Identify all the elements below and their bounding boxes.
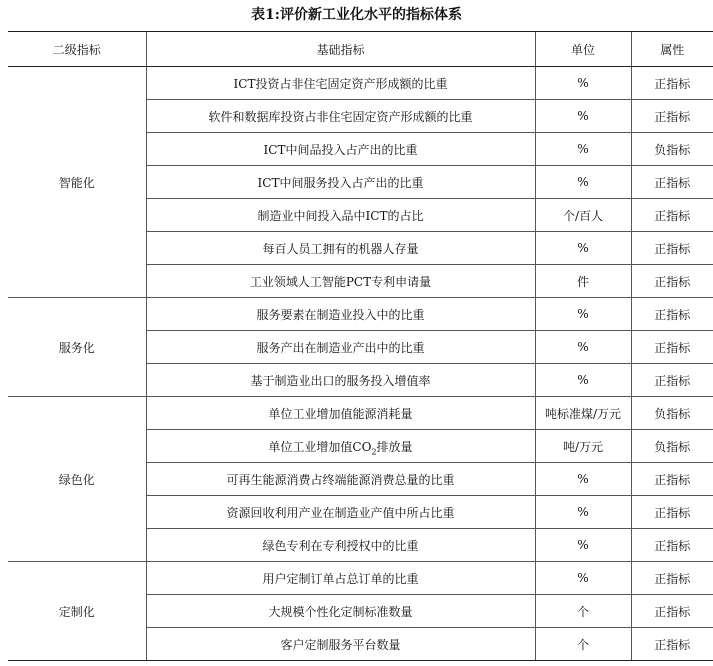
unit-cell: % <box>535 331 631 364</box>
unit-cell: % <box>535 67 631 100</box>
unit-cell: % <box>535 298 631 331</box>
indicator-cell: 单位工业增加值能源消耗量 <box>146 397 535 430</box>
attribute-cell: 负指标 <box>631 133 713 166</box>
table-body <box>8 67 713 661</box>
attribute-cell: 正指标 <box>631 595 713 628</box>
indicator-cell: 可再生能源消费占终端能源消费总量的比重 <box>146 463 535 496</box>
unit-cell: % <box>535 100 631 133</box>
unit-cell: % <box>535 133 631 166</box>
attribute-cell: 正指标 <box>631 232 713 265</box>
category-cell: 绿色化 <box>8 397 146 562</box>
indicator-cell: ICT中间品投入占产出的比重 <box>146 133 535 166</box>
unit-cell: % <box>535 496 631 529</box>
indicator-cell: ICT中间服务投入占产出的比重 <box>146 166 535 199</box>
table-row <box>8 298 713 331</box>
header-indicator: 基础指标 <box>146 32 535 67</box>
attribute-cell: 正指标 <box>631 199 713 232</box>
unit-cell: % <box>535 463 631 496</box>
attribute-cell: 正指标 <box>631 265 713 298</box>
indicator-cell: 服务产出在制造业产出中的比重 <box>146 331 535 364</box>
table-row <box>8 67 713 100</box>
unit-cell: % <box>535 232 631 265</box>
header-row <box>8 32 713 67</box>
table-row <box>8 397 713 430</box>
attribute-cell: 正指标 <box>631 562 713 595</box>
attribute-cell: 正指标 <box>631 67 713 100</box>
category-cell: 服务化 <box>8 298 146 397</box>
indicator-cell: ICT投资占非住宅固定资产形成额的比重 <box>146 67 535 100</box>
attribute-cell: 正指标 <box>631 166 713 199</box>
indicator-table <box>8 31 713 661</box>
attribute-cell: 正指标 <box>631 364 713 397</box>
category-cell: 智能化 <box>8 67 146 298</box>
attribute-cell: 正指标 <box>631 298 713 331</box>
attribute-cell: 负指标 <box>631 430 713 463</box>
unit-cell: % <box>535 166 631 199</box>
table-title: 表1:评价新工业化水平的指标体系 <box>251 7 462 23</box>
category-cell: 定制化 <box>8 562 146 661</box>
indicator-cell: 单位工业增加值$CO_2$排放量 <box>146 430 535 463</box>
unit-cell: 吨/万元 <box>535 430 631 463</box>
attribute-cell: 正指标 <box>631 529 713 562</box>
attribute-cell: 负指标 <box>631 397 713 430</box>
indicator-cell: 软件和数据库投资占非住宅固定资产形成额的比重 <box>146 100 535 133</box>
unit-cell: 个 <box>535 628 631 661</box>
attribute-cell: 正指标 <box>631 628 713 661</box>
indicator-cell: 资源回收利用产业在制造业产值中所占比重 <box>146 496 535 529</box>
attribute-cell: 正指标 <box>631 496 713 529</box>
indicator-cell: 大规模个性化定制标准数量 <box>146 595 535 628</box>
attribute-cell: 正指标 <box>631 331 713 364</box>
unit-cell: 件 <box>535 265 631 298</box>
unit-cell: % <box>535 364 631 397</box>
unit-cell: 个 <box>535 595 631 628</box>
indicator-cell: 制造业中间投入品中ICT的占比 <box>146 199 535 232</box>
unit-cell: 个/百人 <box>535 199 631 232</box>
indicator-cell: 客户定制服务平台数量 <box>146 628 535 661</box>
indicator-cell: 绿色专利在专利授权中的比重 <box>146 529 535 562</box>
indicator-cell: 服务要素在制造业投入中的比重 <box>146 298 535 331</box>
indicator-cell: 基于制造业出口的服务投入增值率 <box>146 364 535 397</box>
indicator-cell: 工业领域人工智能PCT专利申请量 <box>146 265 535 298</box>
table-row <box>8 562 713 595</box>
unit-cell: 吨标准煤/万元 <box>535 397 631 430</box>
header-unit: 单位 <box>535 32 631 67</box>
attribute-cell: 正指标 <box>631 100 713 133</box>
unit-cell: % <box>535 529 631 562</box>
header-attribute: 属性 <box>631 32 713 67</box>
unit-cell: % <box>535 562 631 595</box>
indicator-cell: 每百人员工拥有的机器人存量 <box>146 232 535 265</box>
indicator-cell: 用户定制订单占总订单的比重 <box>146 562 535 595</box>
attribute-cell: 正指标 <box>631 463 713 496</box>
header-category: 二级指标 <box>8 32 146 67</box>
